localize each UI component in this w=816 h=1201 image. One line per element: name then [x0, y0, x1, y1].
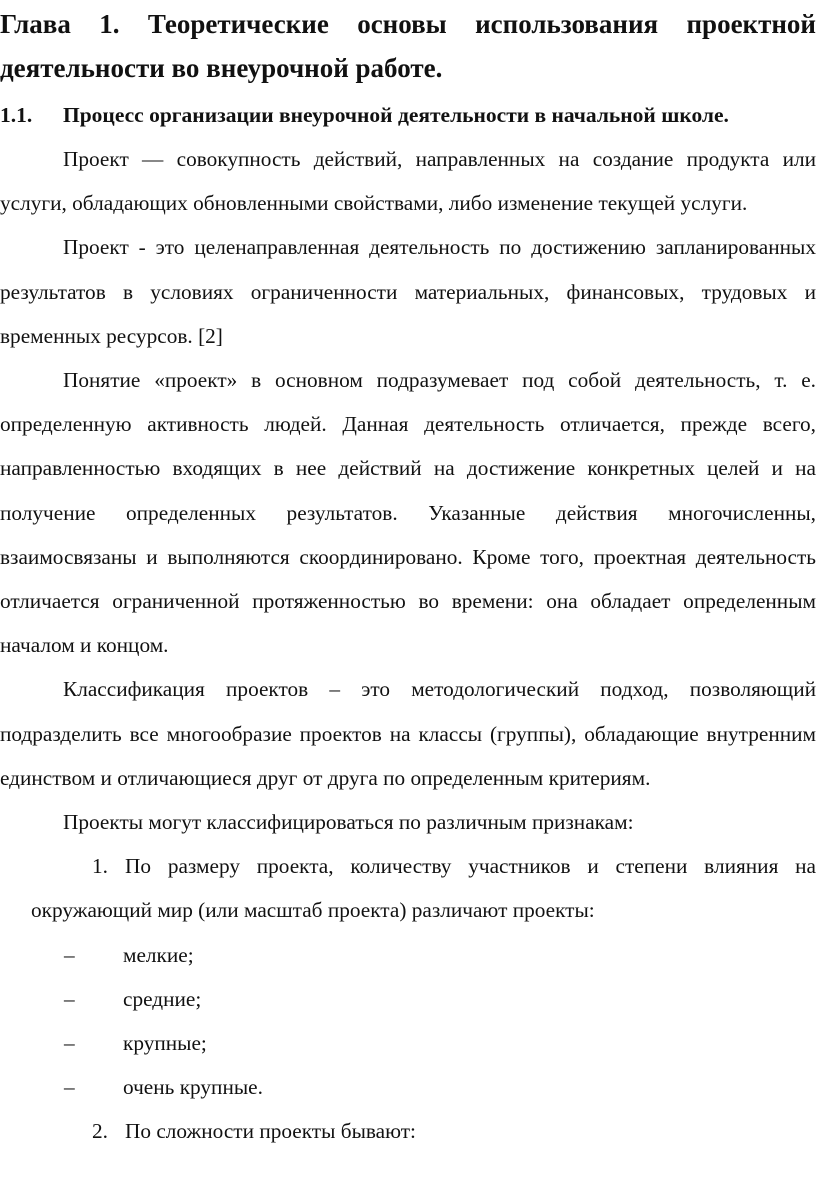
numbered-item-1-number: 1.: [92, 854, 108, 879]
chapter-title: Глава 1. Теоретические основы использования проектной деятельности во внеурочной работе.: [0, 9, 816, 83]
dash-bullet: –: [64, 1031, 75, 1056]
paragraph-classification: Классификация проектов – это методологический подход, позволяющий подразделить все многообразие проектов на классы (группы), обладающие внутренним единством и отличающиеся друг от друга по определенным критериям.: [0, 677, 816, 790]
dash-bullet: –: [64, 942, 75, 967]
list-item: [0, 1065, 816, 1109]
section-title: [0, 93, 816, 137]
paragraph-project-concept: Понятие «проект» в основном подразумевает под собой деятельность, т. е. определенную активность людей. Данная деятельность отличается, прежде всего, направленностью входящих в нее действий на достижение конкретных целей и на получение определенных результатов. Указанные действия многочисленны, взаимосвязаны и выполняются скоординировано. Кроме того, проектная деятельность отличается ограниченной протяженностью во времени: она обладает определенным началом и концом.: [0, 368, 816, 658]
list-item: [0, 1021, 816, 1065]
numbered-item-2-text: По сложности проекты бывают:: [125, 1119, 416, 1144]
section-title-text: Процесс организации внеурочной деятельности в начальной школе.: [63, 103, 729, 127]
numbered-item-1: [0, 844, 816, 932]
numbered-item-1-text: По размеру проекта, количеству участников и степени влияния на окружающий мир (или масштаб проекта) различают проекты:: [31, 854, 816, 923]
list-item-text: крупные;: [123, 1031, 207, 1056]
paragraph-classification-intro: Проекты могут классифицироваться по различным признакам:: [63, 810, 634, 835]
section-number: 1.1.: [0, 103, 33, 127]
body-text: [0, 137, 816, 1154]
list-item-text: очень крупные.: [123, 1075, 263, 1100]
list-item-text: средние;: [123, 986, 202, 1011]
paragraph-project-purpose: Проект - это целенаправленная деятельность по достижению запланированных результатов в условиях ограниченности материальных, финансовых, трудовых и временных ресурсов. [2]: [0, 235, 816, 348]
numbered-item-2-number: 2.: [92, 1119, 108, 1144]
paragraph-project-definition: Проект — совокупность действий, направленных на создание продукта или услуги, обладающих обновленными свойствами, либо изменение текущей услуги.: [0, 147, 816, 216]
list-item-text: мелкие;: [123, 942, 194, 967]
dash-bullet: –: [64, 1075, 75, 1100]
list-item: [0, 933, 816, 977]
list-item: [0, 977, 816, 1021]
numbered-item-2: [0, 1109, 816, 1153]
dash-bullet: –: [64, 986, 75, 1011]
